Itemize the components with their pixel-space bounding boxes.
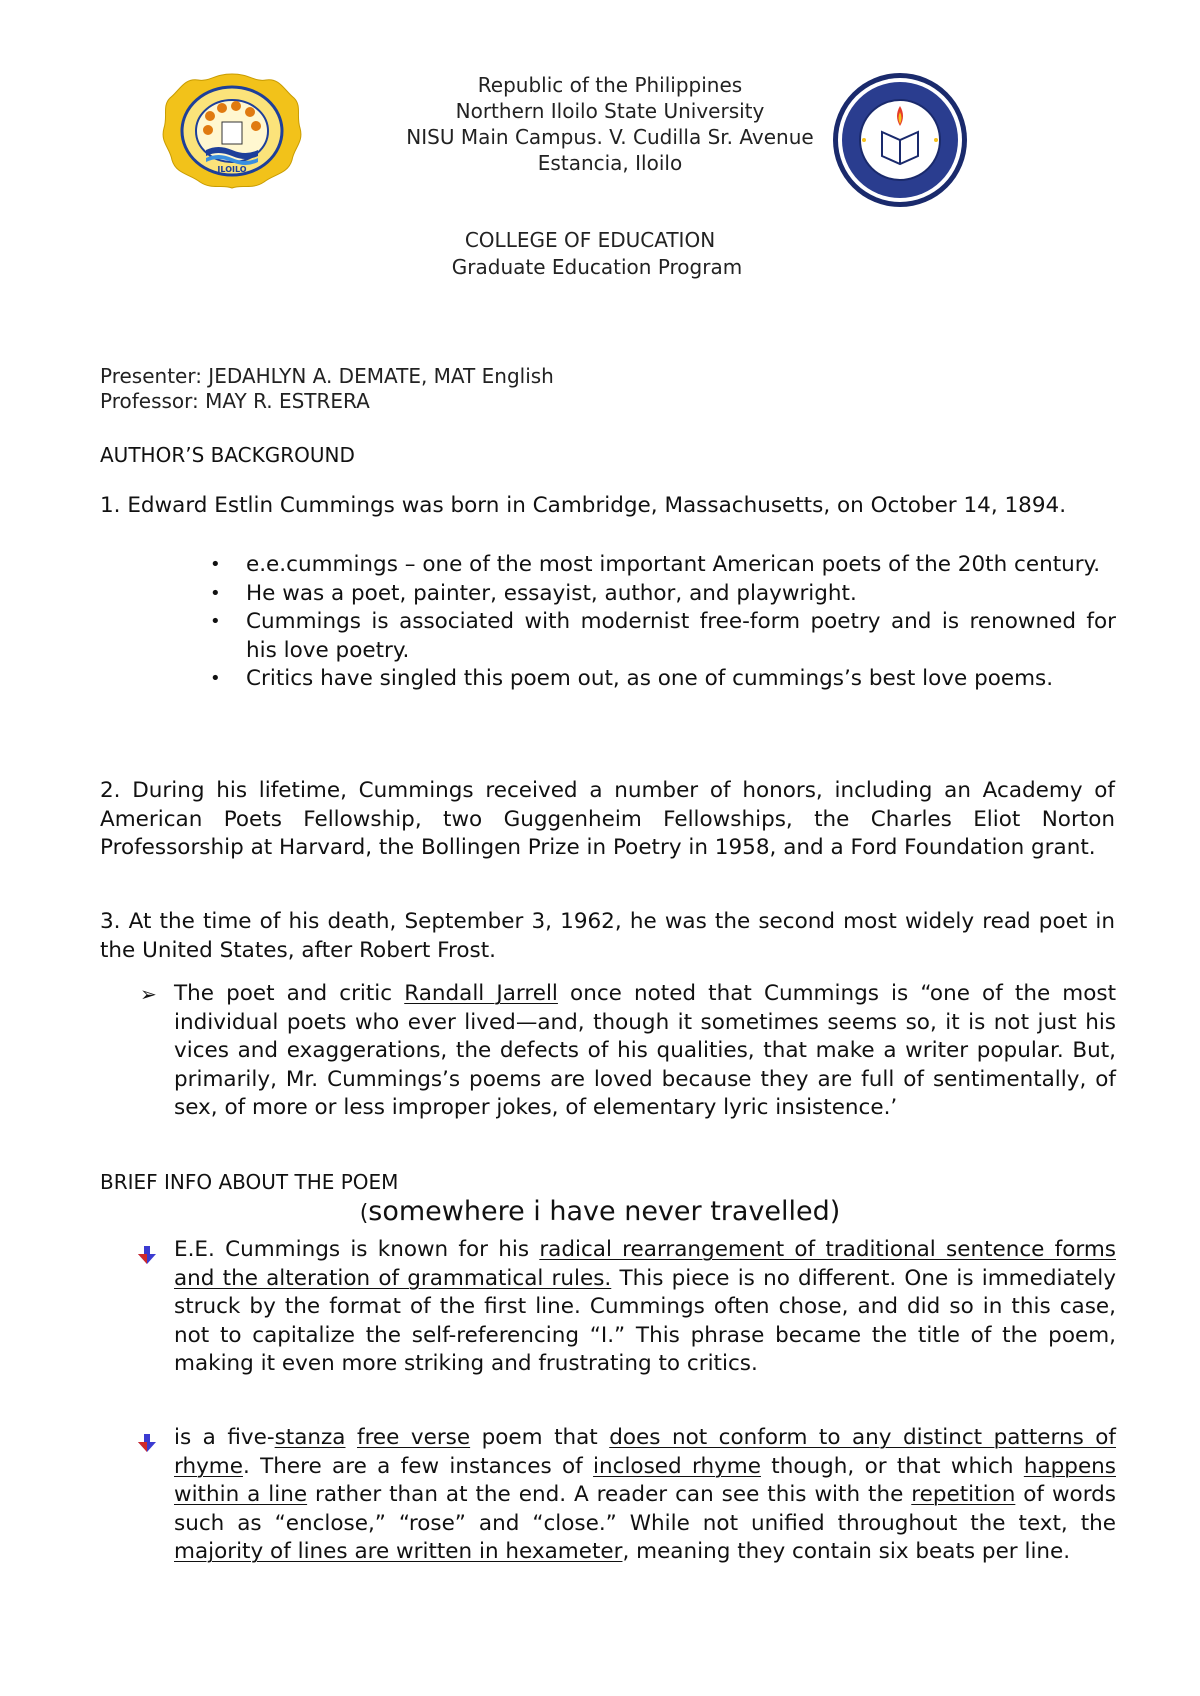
down-arrow-bullet-icon [136,1244,158,1266]
college-block [330,227,850,281]
paragraph-2: 2. During his lifetime, Cummings received a number of honors, including an Academy of American Poets Fellowship, two Guggenheim Fellowships, the Charles Eliot Norton Professorship at Harvard, the Bollingen Prize in Poetry in 1958, and a Ford Foundation grant. [100,778,1115,860]
paragraph-1: 1. Edward Estlin Cummings was born in Cambridge, Massachusetts, on October 14, 1894. [100,493,1067,518]
institution-header [330,72,890,176]
list-item: • Critics have singled this poem out, as one of cummings’s best love poems. [208,665,1116,694]
poem-info-bullet-2: is a five-stanza free verse poem that does not conform to any distinct patterns of rhyme. There are a few instances of inclosed rhyme though, or that which happens within a line rather than at the end. A reader can see this with the repetition of words such as “enclose,” “rose” and “close.” While not unified throughout the text, the majority of lines are written in hexameter, meaning they contain six beats per line. [174,1425,1116,1564]
header-republic: Republic of the Philippines [477,73,743,97]
author-bullet-list [208,551,1116,694]
meta-block [100,364,554,414]
list-item: • He was a poet, painter, essayist, author, and playwright. [208,580,1116,609]
bullet-dot-icon: • [210,554,221,575]
section-title-authors-background: AUTHOR’S BACKGROUND [100,443,355,467]
bullet-dot-icon: • [210,582,221,604]
list-item: • Cummings is associated with modernist free-form poetry and is renowned for his love poetry. [210,609,1116,663]
jarrell-quote-text: The poet and critic Randall Jarrell once noted that Cummings is “one of the most individual poets who ever lived—and, though it sometimes seems so, it is not just his vices and exaggerations, the defects of his qualities, that make a writer popular. But, primarily, Mr. Cummings’s poems are loved because they are full of sentimentally, of sex, of more or less improper jokes, of elementary lyric insistence.’ [174,981,1117,1120]
poem-title: (somewhere i have never travelled) [359,1196,841,1227]
presenter-line: Presenter: JEDAHLYN A. DEMATE, MAT English [100,364,554,388]
bullet-dot-icon: • [210,611,221,632]
header-university: Northern Iloilo State University [455,99,765,123]
svg-text:ILOILO: ILOILO [217,165,247,174]
jarrell-quote-item [140,980,1116,1123]
college-name: COLLEGE OF EDUCATION [464,228,716,252]
randall-jarrell-link[interactable]: Randall Jarrell [404,981,558,1006]
poem-info-bullet-1: E.E. Cummings is known for his radical rearrangement of traditional sentence forms and the alteration of grammatical rules. This piece is no different. One is immediately struck by the format of the first line. Cummings often chose, and did so in this case, not to capitalize the self-referencing “I.” This phrase became the title of the poem, making it even more striking and frustrating to critics. [174,1237,1116,1376]
program-name: Graduate Education Program [451,255,743,279]
down-arrow-bullet-icon [136,1432,158,1454]
nisu-seal-logo-left [162,72,302,190]
list-item: • e.e.cummings – one of the most important American poets of the 20th century. [208,551,1116,580]
arrow-bullet-icon: ➢ [140,982,157,1006]
header-campus: NISU Main Campus. V. Cudilla Sr. Avenue [406,125,814,149]
header-location: Estancia, Iloilo [537,151,683,175]
section-title-brief-info: BRIEF INFO ABOUT THE POEM [100,1170,399,1194]
professor-line: Professor: MAY R. ESTRERA [100,389,370,413]
bullet-dot-icon: • [210,668,221,689]
paragraph-3: 3. At the time of his death, September 3, 1962, he was the second most widely read poet in the United States, after Robert Frost. [100,909,1115,963]
